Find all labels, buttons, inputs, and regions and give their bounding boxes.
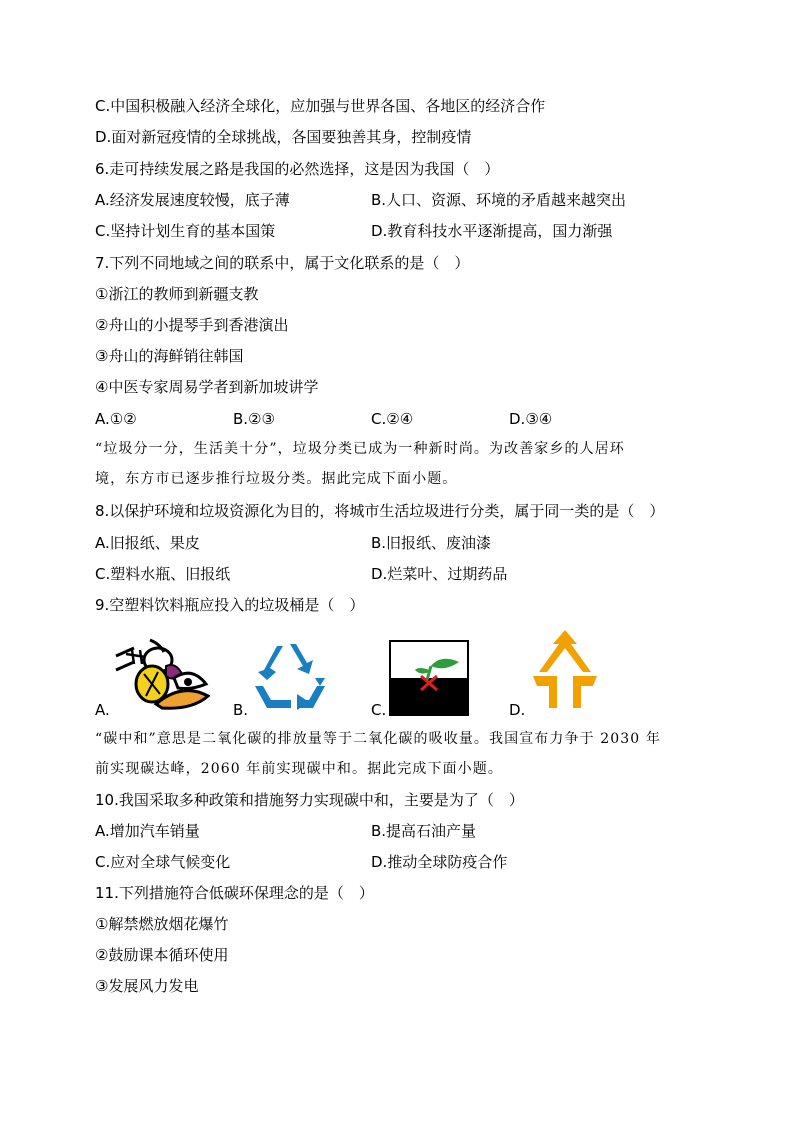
q8-option-b: B.旧报纸、废油漆 [371,534,492,552]
q8-option-a: A.旧报纸、果皮 [95,534,200,552]
q10-option-b: B.提高石油产量 [371,822,477,840]
recycle-icon [253,642,327,712]
q7-option-a: A.①② [95,410,137,428]
q10-stem: 10.我国采取多种政策和措施努力实现碳中和，主要是为了（ ） [95,791,524,809]
q9-option-c-label: C. [371,701,387,719]
q9-option-b-label: B. [233,701,249,719]
q7-stem: 7.下列不同地域之间的联系中，属于文化联系的是（ ） [95,254,470,272]
q5-option-c: C.中国积极融入经济全球化，应加强与世界各国、各地区的经济合作 [95,97,546,115]
food-waste-icon [112,636,210,712]
other-waste-icon [531,630,599,710]
passage-2-line-1: “碳中和”意思是二氧化碳的排放量等于二氧化碳的吸收量。我国宣布力争于 2030 年 [95,731,661,747]
q7-item-2: ②舟山的小提琴手到香港演出 [95,316,289,334]
q9-stem: 9.空塑料饮料瓶应投入的垃圾桶是（ ） [95,596,365,614]
q7-item-3: ③舟山的海鲜销往韩国 [95,347,244,365]
q11-item-2: ②鼓励课本循环使用 [95,946,229,964]
q11-stem: 11.下列措施符合低碳环保理念的是（ ） [95,884,374,902]
q11-item-1: ①解禁燃放烟花爆竹 [95,915,229,933]
q6-stem: 6.走可持续发展之路是我国的必然选择，这是因为我国（ ） [95,160,500,178]
q7-item-1: ①浙江的教师到新疆支教 [95,285,259,303]
q11-item-3: ③发展风力发电 [95,977,199,995]
q10-option-d: D.推动全球防疫合作 [371,853,508,871]
passage-2-line-2: 前实现碳达峰，2060 年前实现碳中和。据此完成下面小题。 [95,761,503,777]
q7-item-4: ④中医专家周易学者到新加坡讲学 [95,378,319,396]
passage-1-line-2: 境，东方市已逐步推行垃圾分类。据此完成下面小题。 [95,471,458,487]
q6-option-b: B.人口、资源、环境的矛盾越来越突出 [371,191,627,209]
q5-option-d: D.面对新冠疫情的全球挑战，各国要独善其身，控制疫情 [95,128,472,146]
q9-option-d-label: D. [509,701,526,719]
q6-option-a: A.经济发展速度较慢，底子薄 [95,191,290,209]
hazardous-waste-icon [389,640,469,716]
q8-option-c: C.塑料水瓶、旧报纸 [95,565,231,583]
q10-option-a: A.增加汽车销量 [95,822,200,840]
q8-option-d: D.烂菜叶、过期药品 [371,565,508,583]
q7-option-b: B.②③ [233,410,275,428]
q6-option-c: C.坚持计划生育的基本国策 [95,222,276,240]
q7-option-c: C.②④ [371,410,414,428]
q8-stem: 8.以保护环境和垃圾资源化为目的，将城市生活垃圾进行分类，属于同一类的是（ ） [95,502,665,520]
q10-option-c: C.应对全球气候变化 [95,853,231,871]
q6-option-d: D.教育科技水平逐渐提高，国力渐强 [371,222,613,240]
q7-option-d: D.③④ [509,410,553,428]
q9-option-a-label: A. [95,701,110,719]
passage-1-line-1: “垃圾分一分，生活美十分”，垃圾分类已成为一种新时尚。为改善家乡的人居环 [95,441,625,457]
